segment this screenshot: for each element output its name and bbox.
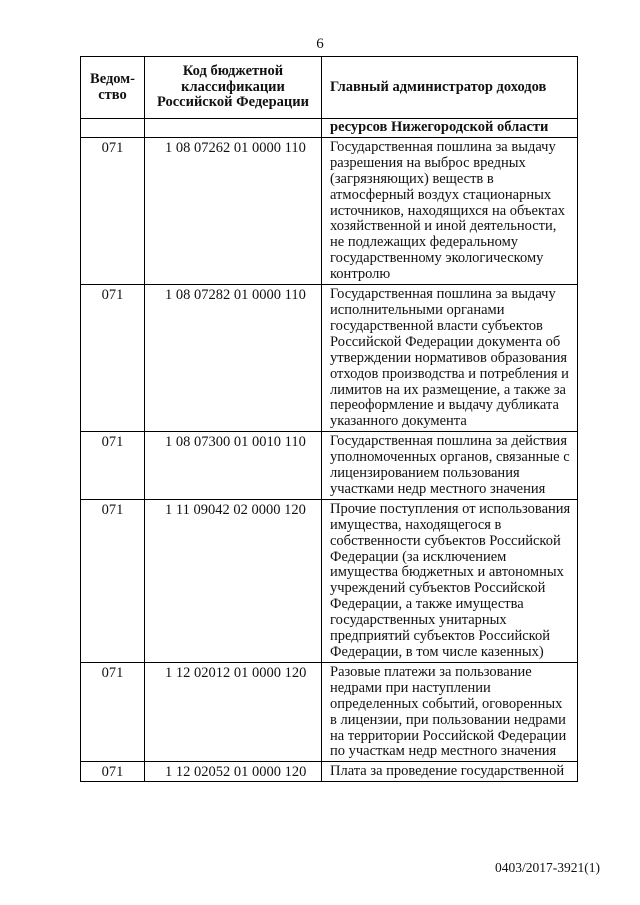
page-number: 6 [316, 36, 324, 52]
dept-code: 071 [81, 762, 145, 782]
kbk-code: 1 11 09042 02 0000 120 [145, 499, 322, 662]
table-row [81, 285, 578, 432]
table-row [81, 499, 578, 662]
dept-code: 071 [81, 499, 145, 662]
table-row [81, 762, 578, 782]
revenue-description: Государственная пошлина за выдачу разрешения на выброс вредных (загрязняющих) веществ в атмосферный воздух стационарных источников, находящихся на объектах хозяйственной и иной деятельности, не подлежащих федеральному государственному экологическому контролю [322, 137, 578, 284]
header-code: Код бюджетной классификации Российской Федерации [145, 57, 322, 119]
revenue-description: Государственная пошлина за действия уполномоченных органов, связанные с лицензированием пользования участками недр местного значения [322, 432, 578, 500]
table-header-row [81, 57, 578, 119]
dept-code: 071 [81, 662, 145, 761]
revenue-description: Разовые платежи за пользование недрами при наступлении определенных событий, оговоренных в лицензии, при пользовании недрами на территории Российской Федерации по участкам недр местного значения [322, 662, 578, 761]
dept-code: 071 [81, 432, 145, 500]
revenue-description: Плата за проведение государственной [322, 762, 578, 782]
continuation-row [81, 119, 578, 138]
kbk-code: 1 12 02012 01 0000 120 [145, 662, 322, 761]
header-dept: Ведом-ство [81, 57, 145, 119]
kbk-code: 1 08 07282 01 0000 110 [145, 285, 322, 432]
revenue-description: Прочие поступления от использования имущества, находящегося в собственности субъектов Российской Федерации (за исключением имущества бюджетных и автономных учреждений субъектов Российской Федерации, а также имущества государственных унитарных предприятий субъектов Российской Федерации, в том числе казенных) [322, 499, 578, 662]
kbk-code: 1 08 07300 01 0010 110 [145, 432, 322, 500]
table-row [81, 137, 578, 284]
revenue-description: Государственная пошлина за выдачу исполнительными органами государственной власти субъектов Российской Федерации документа об утверждении нормативов образования отходов производства и потребления и лимитов на их размещение, а также за переоформление и выдачу дубликата указанного документа [322, 285, 578, 432]
table-row [81, 662, 578, 761]
document-code: 0403/2017-3921(1) [495, 860, 600, 875]
kbk-code: 1 12 02052 01 0000 120 [145, 762, 322, 782]
continuation-text: ресурсов Нижегородской области [322, 119, 578, 138]
dept-code: 071 [81, 137, 145, 284]
revenue-classification-table [80, 56, 578, 782]
header-admin: Главный администратор доходов [322, 57, 578, 119]
kbk-code: 1 08 07262 01 0000 110 [145, 137, 322, 284]
dept-code: 071 [81, 285, 145, 432]
table-row [81, 432, 578, 500]
